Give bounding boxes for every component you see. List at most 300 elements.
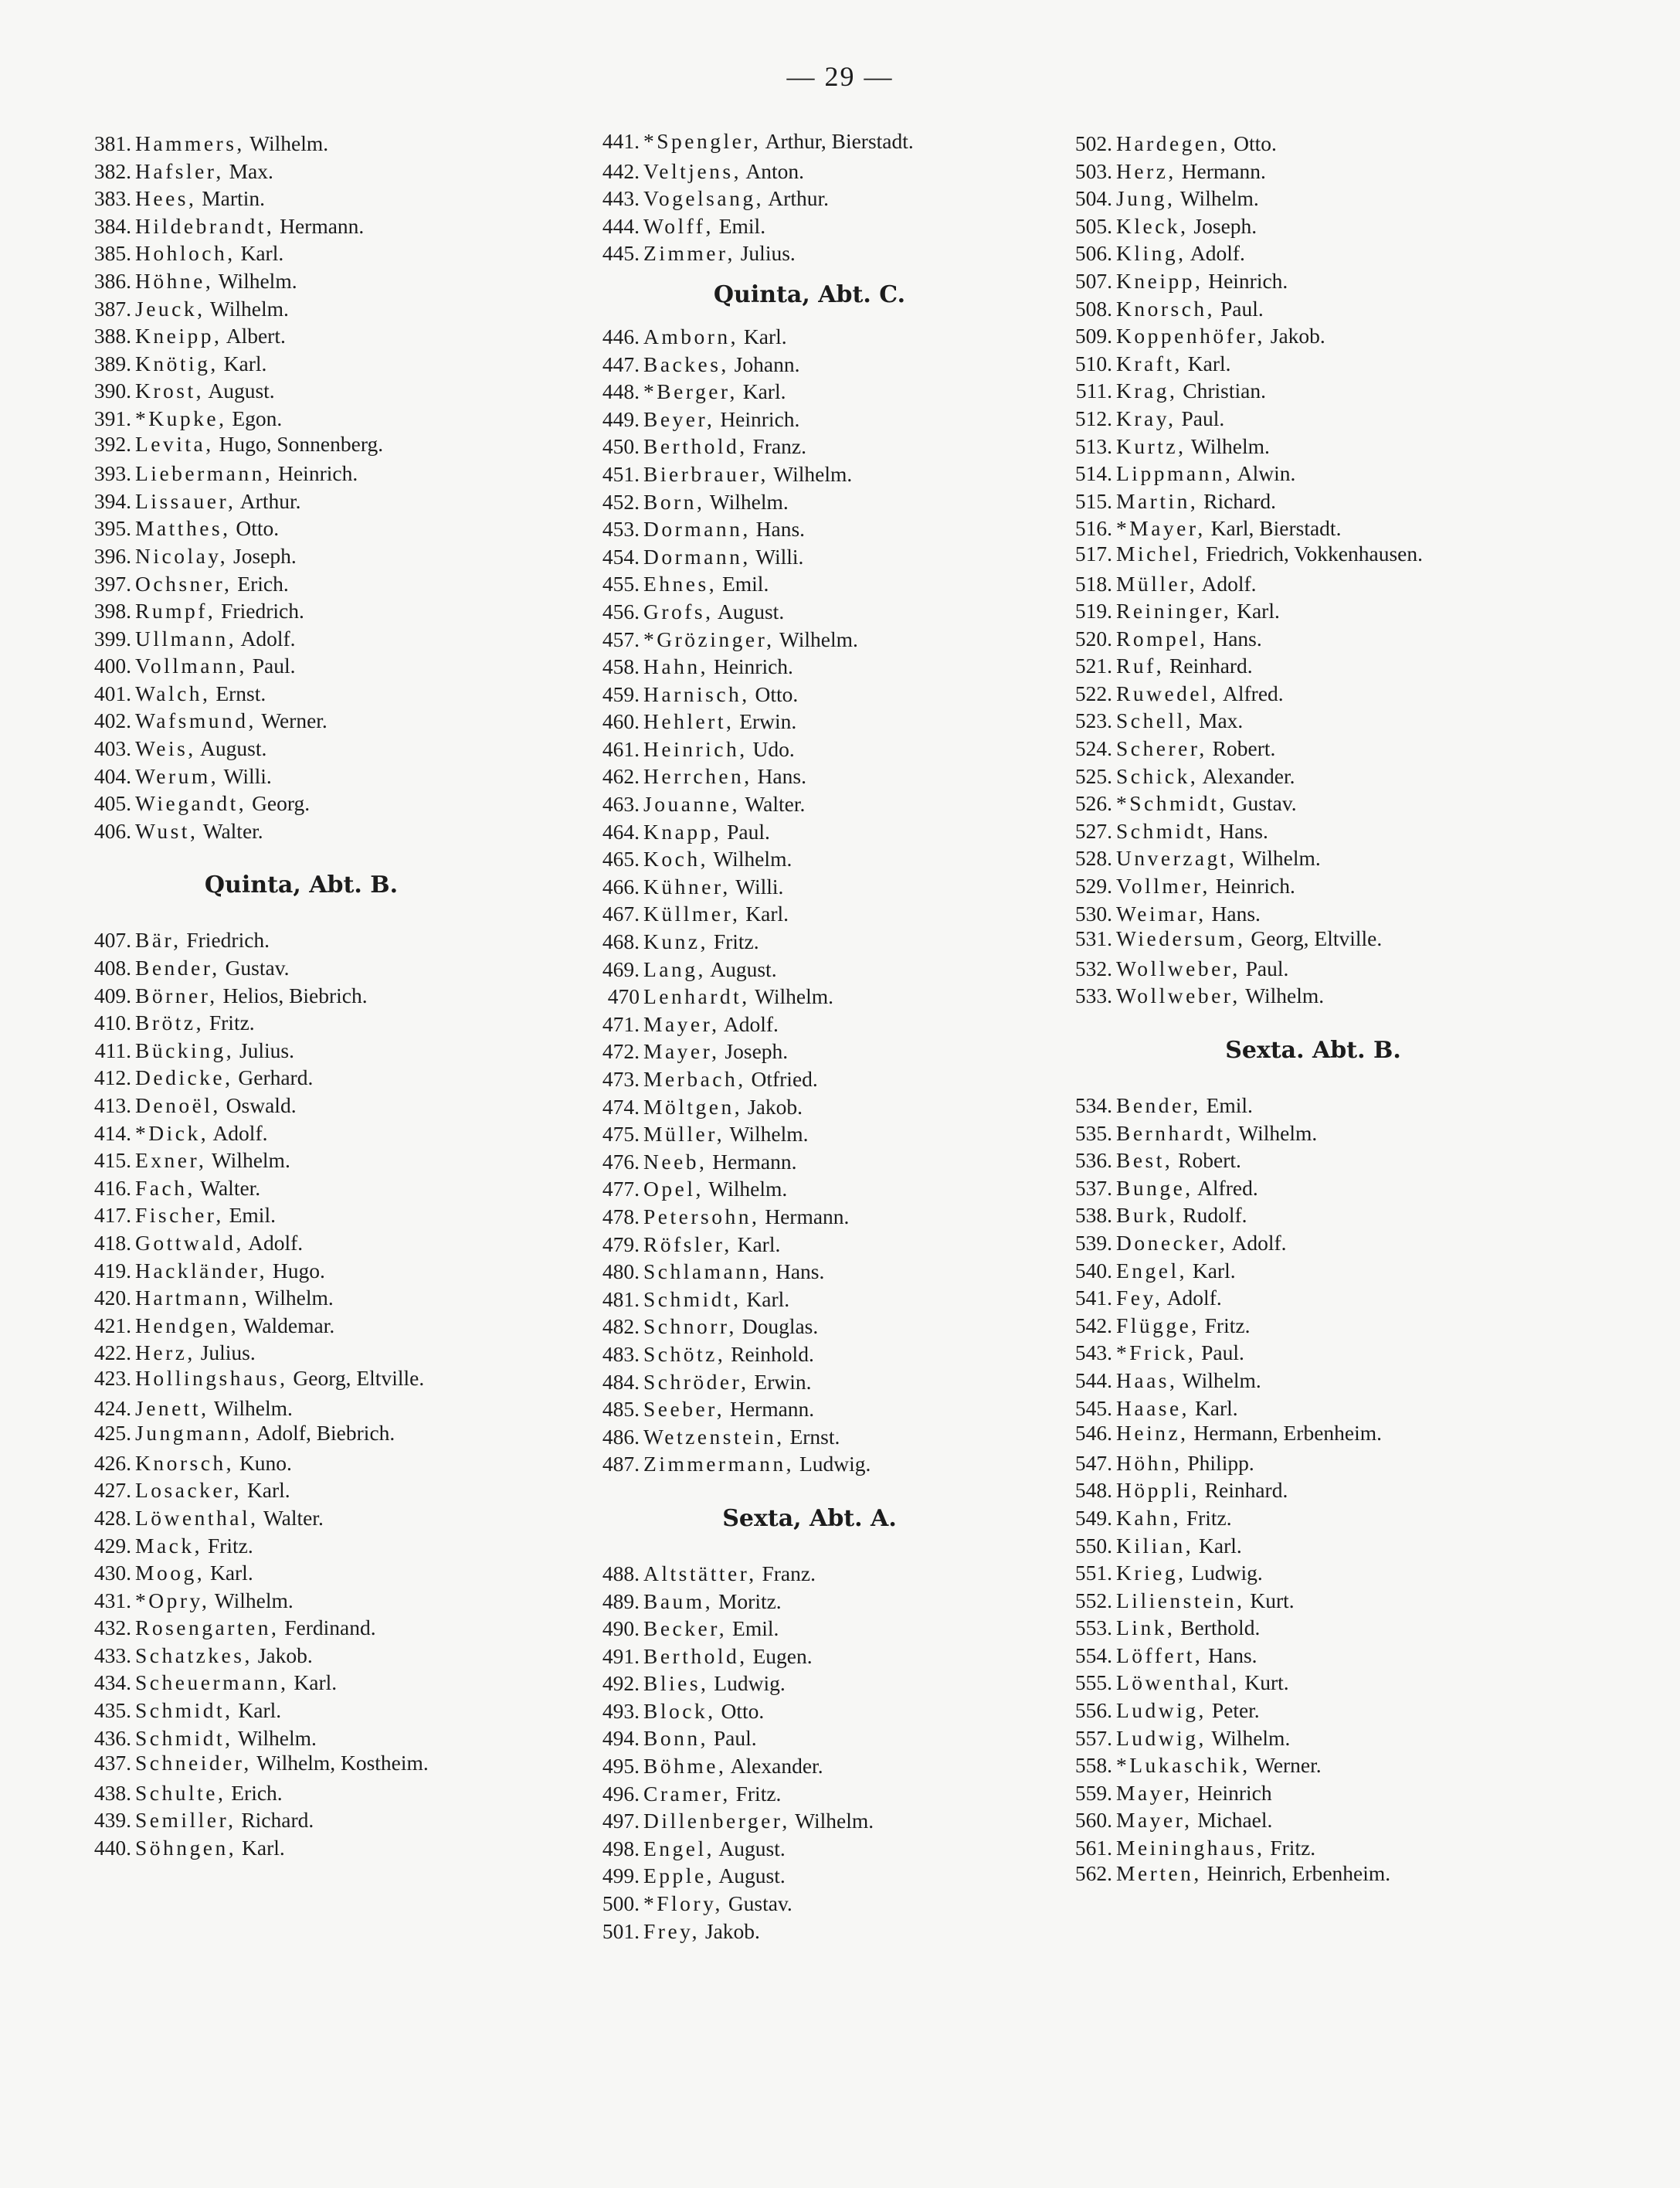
student-entry [70,185,502,212]
student-entry [70,1697,502,1724]
entry-surname: Nicolay, [135,543,229,568]
entry-surname: Lippmann, [1116,461,1234,486]
entry-number: 544. [1074,1368,1112,1392]
entry-number: 408. [93,956,131,980]
entry-number: 467. [602,902,640,926]
student-entry [578,681,1010,708]
entry-number: 496. [602,1781,640,1806]
student-entry [70,1587,502,1615]
section-heading: Quinta, Abt. B. [204,871,399,899]
student-entry [578,1038,1010,1065]
entry-given-name: Hans. [1203,1643,1257,1667]
entry-number: 412. [93,1065,131,1090]
entry-given-name: Hermann. [274,213,365,238]
student-entry [1050,1504,1545,1532]
entry-given-name: Franz. [756,1561,816,1585]
student-entry [70,1229,502,1257]
entry-surname: Höhne, [135,268,214,293]
entry-surname: Altstätter, [643,1561,757,1585]
entry-number: 508. [1074,296,1112,321]
entry-surname: Levita, [135,431,214,456]
entry-surname: Heinrich, [643,736,748,761]
entry-number: 471. [602,1011,640,1036]
entry-number: 395. [93,516,131,541]
entry-number: 407. [93,928,131,953]
entry-number: 387. [93,296,131,321]
entry-given-name: Wilhelm. [1175,186,1259,211]
entry-given-name: Wilhelm. [1186,433,1270,458]
student-entry [1050,1312,1545,1340]
column-2 [578,130,1010,1945]
entry-given-name: Erwin. [748,1369,812,1394]
entry-given-name: Heinrich. [1210,874,1295,899]
entry-surname: Exner, [135,1148,207,1173]
entry-given-name: Adolf. [243,1230,304,1255]
entry-number: 415. [93,1148,131,1173]
student-entry [1050,1862,1545,1890]
student-entry [1050,625,1545,653]
student-entry [578,406,1010,433]
entry-surname: Rompel, [1116,626,1208,651]
entry-given-name: Adolf. [1186,241,1245,266]
entry-given-name: Erich. [226,1780,283,1805]
entry-surname: Wollweber, [1116,984,1240,1008]
student-entry [578,1258,1010,1286]
student-entry [1050,130,1545,158]
entry-surname: Koch, [643,847,708,871]
entry-surname: Hehlert, [643,709,735,734]
entry-surname: Vollmer, [1116,874,1210,899]
entry-given-name: Wilhelm. [789,1809,874,1833]
entry-number: 551. [1074,1561,1112,1585]
student-entry [70,652,502,680]
entry-number: 494. [602,1726,640,1751]
entry-number: 479. [602,1232,640,1256]
entry-number: 430. [93,1561,131,1585]
entry-given-name: Ernst. [210,681,266,705]
student-entry [1050,295,1545,323]
entry-surname: Bücking, [135,1038,235,1062]
entry-number: 561. [1074,1836,1112,1860]
student-entry [70,1642,502,1670]
entry-surname: Schlamann, [643,1259,771,1284]
entry-number: 446. [602,324,640,348]
student-entry [578,983,1010,1011]
entry-surname: Scheuermann, [135,1670,289,1695]
entry-surname: Löffert, [1116,1643,1203,1667]
entry-surname: Mayer, [643,1039,720,1064]
entry-number: 470 [607,984,640,1009]
entry-given-name: Wilhelm. [704,489,789,514]
entry-given-name: Hans. [1213,818,1268,843]
student-entry [1050,158,1545,185]
student-entry [70,350,502,378]
entry-surname: Schmidt, [643,1286,742,1311]
entry-given-name: Willi. [750,544,804,569]
entry-given-name: Richard. [236,1808,314,1833]
entry-number: 499. [602,1864,640,1888]
entry-number: 448. [602,379,640,404]
entry-surname: Hartmann, [135,1286,250,1310]
student-entry [1050,1174,1545,1202]
entry-surname: Weis, [135,736,196,761]
entry-given-name: Adolf, Biebrich. [252,1421,395,1446]
entry-number: 417. [93,1203,131,1228]
student-entry [578,1175,1010,1203]
entry-surname: Ruf, [1116,654,1165,678]
entry-surname: Cramer, [643,1781,731,1806]
entry-surname: Hees, [135,186,197,211]
entry-given-name: Paul. [1176,406,1225,430]
entry-surname: Fach, [135,1175,195,1200]
entry-number: 527. [1074,818,1112,843]
entry-surname: Hahn, [643,654,708,679]
entry-surname: Engel, [643,1836,715,1860]
student-entry [1050,1559,1545,1587]
student-entry [1050,185,1545,212]
student-entry [578,626,1010,654]
student-entry [70,1559,502,1587]
entry-given-name: Georg, Eltville. [287,1365,425,1390]
student-entry [578,460,1010,488]
entry-number: 506. [1074,241,1112,266]
student-entry [578,598,1010,626]
student-entry [1050,377,1545,405]
entry-given-name: Hugo, Sonnenberg. [213,431,384,456]
entry-number: 488. [602,1561,640,1585]
entry-number: 515. [1074,488,1112,513]
entry-surname: Reininger, [1116,599,1232,623]
entry-given-name: Heinrich. [273,461,358,486]
entry-given-name: Otfried. [745,1067,818,1091]
student-entry [1050,542,1545,570]
student-entry [70,1174,502,1202]
entry-number: 504. [1074,186,1112,211]
entry-given-name: Wilhelm. [1177,1368,1261,1392]
entry-number: 391. [93,406,131,430]
student-entry [1050,433,1545,460]
entry-surname: Born, [643,489,705,514]
entry-given-name: Paul. [1215,296,1264,321]
entry-surname: Krag, [1116,379,1178,403]
entry-number: 534. [1074,1093,1112,1117]
entry-number: 487. [602,1452,640,1476]
entry-given-name: Wilhelm. [244,131,329,155]
entry-given-name: Heinrich [1192,1780,1272,1805]
entry-surname: Rosengarten, [135,1616,280,1640]
entry-number: 500. [602,1891,640,1916]
entry-given-name: Kurt. [1239,1670,1289,1695]
entry-given-name: Fritz. [708,929,759,954]
student-entry [1050,322,1545,350]
entry-number: 525. [1074,763,1112,788]
entry-surname: Küllmer, [643,902,741,926]
entry-surname: Beyer, [643,406,715,431]
student-entry [578,158,1010,185]
entry-number: 505. [1074,213,1112,238]
entry-number: 420. [93,1286,131,1310]
entry-surname: *Mayer, [1116,516,1206,541]
entry-surname: Veltjens, [643,158,742,183]
entry-surname: Zimmermann, [643,1452,795,1476]
entry-surname: Merbach, [643,1067,746,1091]
entry-number: 456. [602,599,640,623]
entry-surname: Knorsch, [135,1450,235,1475]
entry-number: 541. [1074,1286,1112,1310]
student-entry [70,130,502,158]
student-entry [70,1724,502,1752]
entry-given-name: Jakob. [252,1643,313,1667]
entry-surname: Löwenthal, [1116,1670,1240,1695]
entry-surname: Donecker, [1116,1230,1228,1255]
entry-given-name: Wilhelm. [1240,984,1325,1008]
entry-number: 444. [602,213,640,238]
student-entry [578,708,1010,736]
entry-surname: *Kupke, [135,406,227,430]
entry-number: 425. [93,1421,131,1446]
entry-number: 414. [93,1120,131,1145]
entry-given-name: Paul. [708,1726,757,1751]
entry-surname: Seeber, [643,1397,725,1422]
student-entry [1050,1834,1545,1862]
entry-surname: Lilienstein, [1116,1588,1245,1612]
entry-given-name: Wilhelm. [768,461,853,486]
entry-given-name: Hermann. [725,1397,815,1422]
student-entry [70,212,502,240]
student-entry [70,267,502,295]
entry-number: 532. [1074,956,1112,980]
entry-surname: Fischer, [135,1203,224,1228]
column-1 [70,130,502,1862]
entry-surname: Hildebrandt, [135,213,275,238]
entry-given-name: Paul. [721,819,770,844]
student-entry [70,1257,502,1285]
entry-number: 474. [602,1094,640,1119]
entry-number: 562. [1074,1860,1112,1885]
entry-surname: Wetzenstein, [643,1424,785,1449]
student-entry [1050,652,1545,680]
section-heading: Sexta. Abt. B. [1225,1037,1401,1064]
entry-given-name: Hans. [1207,626,1262,651]
entry-number: 422. [93,1340,131,1365]
entry-given-name: Emil. [713,213,766,238]
student-entry [1050,405,1545,433]
entry-given-name: Anton. [741,158,804,183]
entry-number: 538. [1074,1203,1112,1228]
entry-surname: Knötig, [135,351,219,375]
entry-number: 475. [602,1122,640,1147]
student-entry [578,1368,1010,1396]
entry-number: 457. [602,627,640,651]
entry-given-name: Ludwig. [794,1452,871,1476]
entry-surname: Walch, [135,681,211,705]
entry-given-name: Wilhelm. [209,1395,293,1420]
entry-surname: Wust, [135,818,199,843]
student-entry [578,1890,1010,1918]
entry-surname: Hollingshaus, [135,1365,288,1390]
entry-surname: Vollmann, [135,654,247,678]
entry-number: 411. [94,1038,131,1062]
column-3 [1050,130,1545,1889]
entry-number: 513. [1074,433,1112,458]
student-entry [70,1037,502,1065]
student-entry [70,515,502,542]
student-entry [1050,1367,1545,1395]
student-entry [70,817,502,845]
student-entry [578,928,1010,956]
entry-number: 536. [1074,1148,1112,1173]
entry-given-name: Werner. [1250,1753,1322,1778]
entry-given-name: Alwin. [1233,461,1296,486]
entry-given-name: Karl. [1231,599,1280,623]
student-entry [70,763,502,790]
entry-number: 423. [93,1365,131,1390]
entry-given-name: Michael. [1192,1808,1273,1833]
student-entry [70,570,502,598]
entry-surname: Kilian, [1116,1533,1194,1558]
entry-number: 514. [1074,461,1112,486]
student-entry [1050,707,1545,735]
entry-surname: Hohloch, [135,241,236,266]
entry-given-name: Moritz. [713,1588,782,1613]
entry-given-name: Karl. [235,241,284,266]
student-entry [578,1615,1010,1643]
entry-number: 440. [93,1836,131,1860]
entry-surname: Dillenberger, [643,1809,790,1833]
entry-surname: Lang, [643,956,706,981]
student-entry [70,790,502,817]
student-entry [578,433,1010,460]
entry-surname: Hendgen, [135,1313,239,1337]
entry-number: 533. [1074,984,1112,1008]
student-entry [578,351,1010,379]
entry-given-name: Otto. [715,1698,765,1723]
entry-given-name: Kurt. [1244,1588,1295,1612]
student-entry [578,1120,1010,1148]
entry-number: 450. [602,434,640,459]
entry-given-name: Friedrich. [181,928,270,953]
entry-number: 523. [1074,708,1112,733]
entry-number: 404. [93,763,131,788]
entry-given-name: Oswald. [220,1093,297,1117]
entry-number: 526. [1074,791,1112,816]
entry-surname: Schatzkes, [135,1643,253,1667]
student-entry [70,1367,502,1395]
entry-surname: Frey, [643,1918,700,1943]
entry-given-name: Emil. [727,1616,779,1641]
student-entry [70,680,502,708]
entry-given-name: Ludwig. [1186,1561,1263,1585]
entry-number: 559. [1074,1780,1112,1805]
entry-given-name: Karl. [738,324,787,348]
student-entry [578,1752,1010,1780]
student-entry [70,1284,502,1312]
student-entry [1050,212,1545,240]
entry-given-name: Walter. [740,792,806,817]
entry-given-name: Hermann. [1176,158,1266,183]
entry-number: 459. [602,681,640,706]
entry-surname: *Spengler, [643,129,762,153]
student-entry [1050,680,1545,708]
entry-number: 520. [1074,626,1112,651]
entry-surname: Haas, [1116,1368,1178,1392]
entry-surname: Wolff, [643,213,714,238]
entry-surname: Dormann, [643,517,751,542]
entry-given-name: Wilhelm. [209,1588,294,1612]
entry-surname: Jung, [1116,186,1176,211]
entry-given-name: August. [714,1836,786,1860]
entry-number: 437. [93,1751,131,1775]
student-entry [70,1312,502,1340]
student-entry [1050,1532,1545,1560]
entry-given-name: Reinhold. [725,1341,814,1366]
entry-surname: Wafsmund, [135,708,256,733]
entry-surname: Ruwedel, [1116,681,1219,705]
entry-number: 402. [93,708,131,733]
student-entry [1050,1422,1545,1449]
entry-given-name: Max. [1193,708,1244,733]
student-entry [578,185,1010,212]
entry-surname: Kunz, [643,929,708,954]
entry-surname: Heinz, [1116,1421,1189,1446]
student-entry [578,1643,1010,1670]
section-heading: Quinta, Abt. C. [713,280,906,308]
entry-given-name: Richard. [1198,488,1277,513]
student-entry [578,1560,1010,1588]
entry-surname: Kahn, [1116,1505,1181,1530]
entry-surname: Burk, [1116,1203,1178,1228]
entry-number: 396. [93,543,131,568]
entry-given-name: Arthur. [763,186,829,211]
student-entry [1050,735,1545,763]
entry-given-name: Helios, Biebrich. [217,983,368,1007]
entry-given-name: Erich. [232,571,289,596]
entry-surname: Unverzagt, [1116,846,1237,871]
entry-surname: Blies, [643,1671,709,1696]
entry-given-name: Wilhelm. [725,1122,809,1147]
student-entry [578,1340,1010,1368]
entry-number: 394. [93,488,131,513]
entry-surname: Jouanne, [643,792,740,817]
entry-given-name: Hermann, Erbenheim. [1188,1421,1383,1446]
entry-surname: Jenett, [135,1395,209,1420]
entry-given-name: Adolf. [236,626,296,651]
student-entry [1050,817,1545,845]
entry-number: 405. [93,791,131,816]
entry-surname: Kraft, [1116,351,1183,375]
entry-number: 472. [602,1039,640,1064]
entry-number: 498. [602,1836,640,1860]
entry-number: 453. [602,517,640,542]
entry-surname: Herz, [135,1340,195,1365]
student-entry [578,956,1010,984]
student-entry [70,1779,502,1807]
student-entry [70,926,502,954]
entry-given-name: Reinhard. [1164,654,1253,678]
entry-given-name: Alfred. [1218,681,1284,705]
entry-surname: Mack, [135,1533,202,1558]
entry-given-name: Alexander. [1198,763,1295,788]
student-entry [70,240,502,267]
entry-given-name: Werner. [256,708,328,733]
entry-number: 503. [1074,158,1112,183]
entry-surname: *Berger, [643,379,738,404]
entry-given-name: Walter. [195,1175,261,1200]
student-entry [70,1751,502,1779]
entry-surname: Berthold, [643,1643,748,1668]
entry-surname: Werum, [135,763,219,788]
student-entry [578,900,1010,928]
